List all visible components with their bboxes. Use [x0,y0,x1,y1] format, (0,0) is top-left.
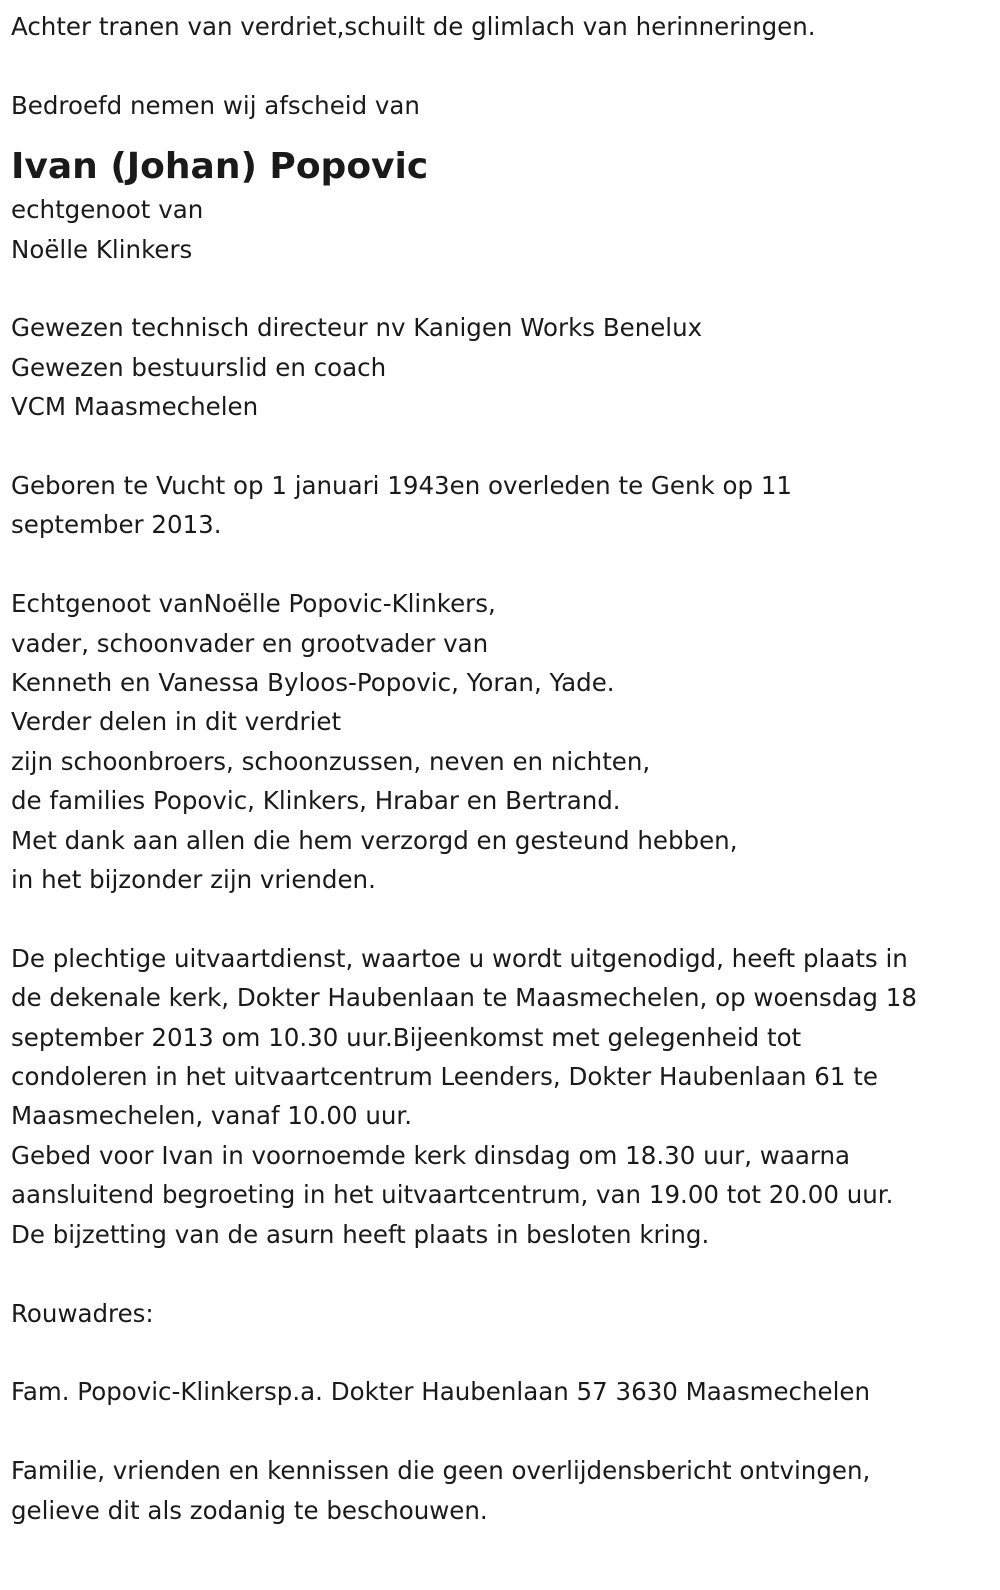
ceremony-line: De plechtige uitvaartdienst, waartoe u wordt uitgenodigd, heeft plaats in [11,943,908,973]
intro-text: Bedroefd nemen wij afscheid van [11,90,420,120]
ceremony-line: De bijzetting van de asurn heeft plaats in besloten kring. [11,1219,710,1249]
birth-death-paragraph [11,466,986,545]
career-line: VCM Maasmechelen [11,392,259,422]
obituary-notice [11,7,986,1530]
birth-death-line: september 2013. [11,510,222,540]
ceremony-line: condoleren in het uitvaartcentrum Leenders, Dokter Haubenlaan 61 te [11,1062,878,1092]
ceremony-line: de dekenale kerk, Dokter Haubenlaan te Maasmechelen, op woensdag 18 [11,983,917,1013]
ceremony-line: Gebed voor Ivan in voornoemde kerk dinsdag om 18.30 uur, waarna [11,1140,851,1170]
career-paragraph [11,308,986,426]
family-line: Met dank aan allen die hem verzorgd en gesteund hebben, [11,825,738,855]
family-line: Kenneth en Vanessa Byloos-Popovic, Yoran, Yade. [11,668,615,698]
address-label-paragraph [11,1294,986,1333]
family-paragraph [11,584,986,899]
career-line: Gewezen technisch directeur nv Kanigen Works Benelux [11,313,703,343]
motto-text: Achter tranen van verdriet,schuilt de glimlach van herinneringen. [11,12,816,41]
family-line: in het bijzonder zijn vrienden. [11,865,376,895]
motto-paragraph [11,7,986,46]
ceremony-line: aansluitend begroeting in het uitvaartcentrum, van 19.00 tot 20.00 uur. [11,1180,894,1210]
address-label: Rouwadres: [11,1298,154,1328]
ceremony-paragraph [11,939,986,1254]
family-line: zijn schoonbroers, schoonzussen, neven en nichten, [11,746,651,776]
relation-label: echtgenoot van [11,195,204,225]
family-line: Echtgenoot vanNoëlle Popovic-Klinkers, [11,589,496,619]
ceremony-line: Maasmechelen, vanaf 10.00 uur. [11,1101,412,1131]
address-paragraph [11,1372,986,1411]
intro-paragraph [11,86,986,125]
family-line: de families Popovic, Klinkers, Hrabar en Bertrand. [11,786,621,816]
career-line: Gewezen bestuurslid en coach [11,352,387,382]
spouse-name: Noëlle Klinkers [11,234,193,264]
closing-line: gelieve dit als zodanig te beschouwen. [11,1495,488,1525]
family-line: vader, schoonvader en grootvader van [11,628,489,658]
closing-line: Familie, vrienden en kennissen die geen overlijdensbericht ontvingen, [11,1456,871,1486]
closing-paragraph [11,1451,986,1530]
deceased-name: Ivan (Johan) Popovic [11,146,429,188]
deceased-block [11,143,986,269]
family-line: Verder delen in dit verdriet [11,707,342,737]
birth-death-line: Geboren te Vucht op 1 januari 1943en overleden te Genk op 11 [11,471,792,501]
ceremony-line: september 2013 om 10.30 uur.Bijeenkomst met gelegenheid tot [11,1022,802,1052]
address-value: Fam. Popovic-Klinkersp.a. Dokter Haubenlaan 57 3630 Maasmechelen [11,1377,871,1407]
